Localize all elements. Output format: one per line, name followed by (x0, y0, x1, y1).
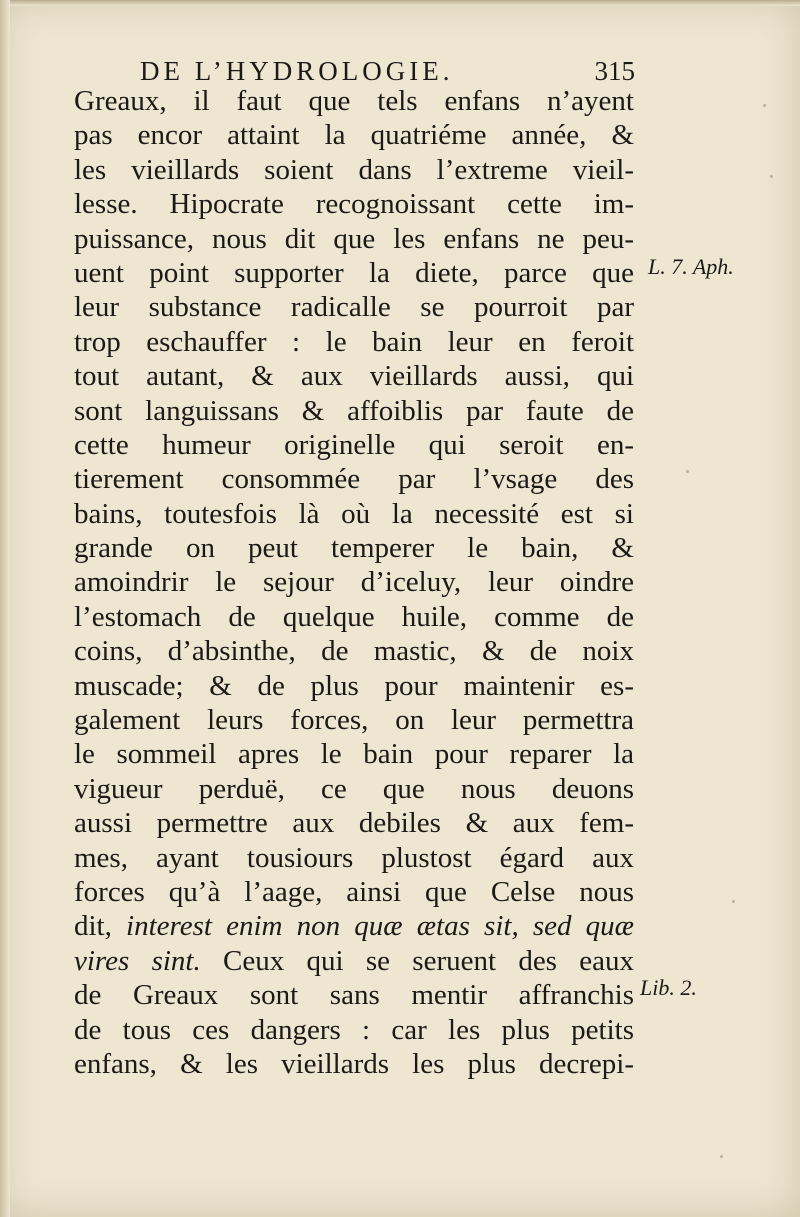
text-line: pas encor attaint la quatriéme année, & (74, 119, 634, 152)
text-line: Greaux, il faut que tels enfans n’ayent (74, 85, 634, 117)
text-line: uent point supporter la diete, parce que (74, 256, 634, 289)
text-line: enfans, & les vieillards les plus decrepi- (74, 1047, 634, 1080)
text-roman: Ceux qui se seruent des eaux (200, 944, 634, 977)
paper-speck (720, 1155, 723, 1158)
text-line: amoindrir le sejour d’iceluy, leur oindre (74, 566, 634, 599)
text-line: lesse. Hipocrate recognoissant cette im- (74, 188, 634, 221)
text-line: sont languissans & affoiblis par faute de (74, 394, 634, 427)
text-line: galement leurs forces, on leur permettra (74, 704, 634, 737)
text-line: leur substance radicalle se pourroit par (74, 291, 634, 324)
page-number: 315 (594, 56, 635, 86)
text-line: l’estomach de quelque huile, comme de (74, 600, 634, 633)
margin-note-aphorism: L. 7. Aph. (648, 254, 734, 279)
text-line: aussi permettre aux debiles & aux fem- (74, 807, 634, 840)
paper-speck (763, 104, 766, 107)
text-line: coins, d’absinthe, de mastic, & de noix (74, 635, 634, 668)
text-line: grande on peut temperer le bain, & (74, 532, 634, 565)
page-left-edge (0, 0, 10, 1217)
text-roman: dit, (74, 910, 127, 943)
text-line: cette humeur originelle qui seroit en- (74, 428, 634, 461)
text-line: mes, ayant tousiours plustost égard aux (74, 841, 634, 874)
text-line: bains, toutesfois là où la necessité est si (74, 497, 634, 530)
margin-note-book: Lib. 2. (640, 975, 697, 1000)
text-line: de tous ces dangers : car les plus petits (74, 1013, 634, 1046)
latin-quote-end: vires sint. (74, 944, 201, 977)
text-line: muscade; & de plus pour maintenir es- (74, 669, 634, 702)
paper-speck (770, 175, 773, 178)
running-title: DE L’HYDROLOGIE. (140, 56, 454, 86)
text-line: forces qu’à l’aage, ainsi que Celse nous (74, 875, 634, 908)
text-line-citation (74, 909, 634, 943)
text-line-citation-end (74, 944, 634, 978)
text-line: trop eschauffer : le bain leur en feroit (74, 325, 634, 358)
text-line: les vieillards soient dans l’extreme vieil- (74, 153, 634, 186)
text-line: le sommeil apres le bain pour reparer la (74, 738, 634, 771)
text-line: de Greaux sont sans mentir affranchis (74, 979, 634, 1012)
page-top-edge (0, 0, 800, 6)
paper-speck (686, 470, 689, 473)
latin-quote: interest enim non quæ ætas sit, sed quæ (126, 910, 634, 943)
text-line: puissance, nous dit que les enfans ne peu- (74, 222, 634, 255)
text-line: tierement consommée par l’vsage des (74, 463, 634, 496)
body-text (74, 84, 634, 1081)
text-line: vigueur perduë, ce que nous deuons (74, 772, 634, 805)
text-line: tout autant, & aux vieillards aussi, qui (74, 360, 634, 393)
paper-speck (732, 900, 735, 903)
